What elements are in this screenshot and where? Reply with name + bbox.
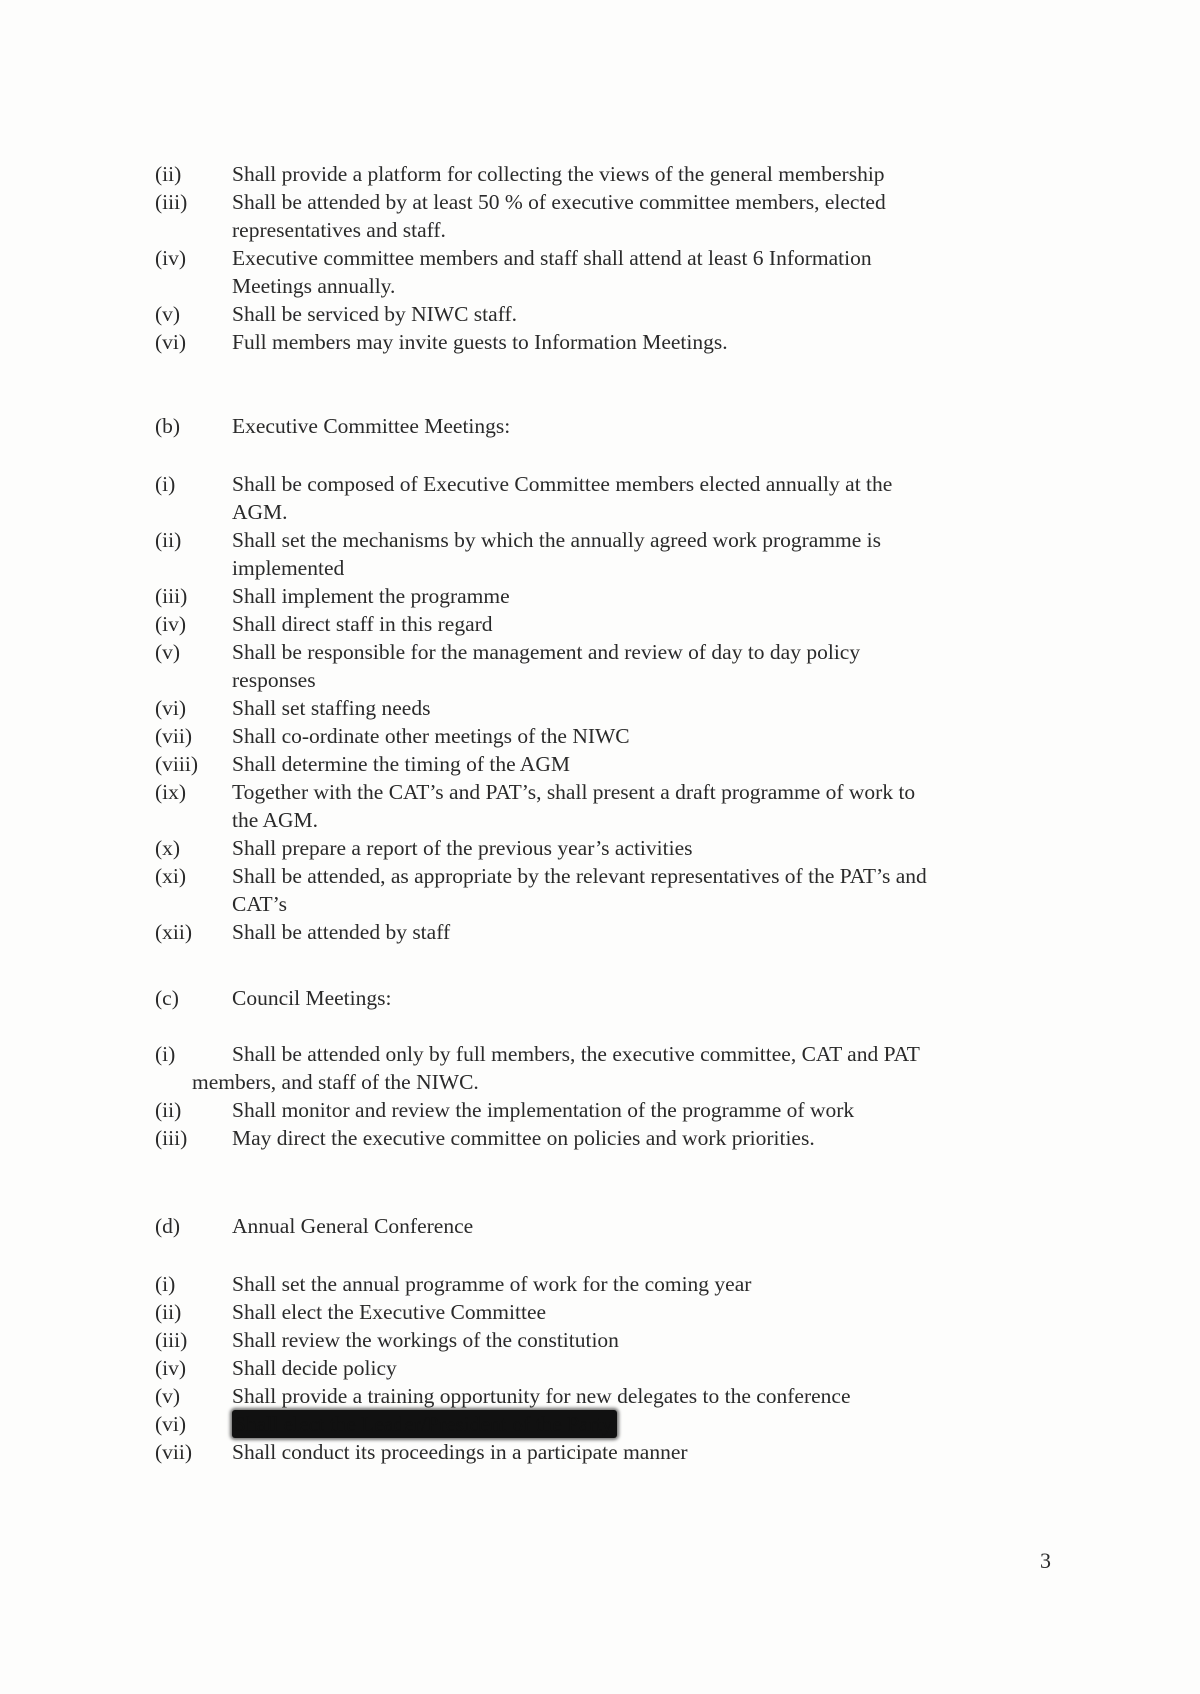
item-text: Shall prepare a report of the previous year’s activities xyxy=(232,836,693,860)
item-text: Shall implement the programme xyxy=(232,584,510,608)
item-number: (iii) xyxy=(155,584,188,608)
item-text: AGM. xyxy=(232,500,288,524)
item-text: Shall set the mechanisms by which the annually agreed work programme is xyxy=(232,528,882,552)
section-label: (b) xyxy=(155,414,181,438)
item-text: Shall be serviced by NIWC staff. xyxy=(232,302,518,326)
item-number: (iii) xyxy=(155,1328,188,1352)
item-number: (vii) xyxy=(155,724,193,748)
item-number: (iv) xyxy=(155,612,187,636)
item-number: (v) xyxy=(155,1384,181,1408)
item-number: (ii) xyxy=(155,528,182,552)
item-text: Shall set the annual programme of work for the coming year xyxy=(232,1272,752,1296)
item-number: (ii) xyxy=(155,162,182,186)
item-text: Meetings annually. xyxy=(232,274,396,298)
redacted-text: Shall elect the Leader/President of the Party xyxy=(232,1410,617,1438)
item-text: Shall be attended only by full members, the executive committee, CAT and PAT xyxy=(232,1042,920,1066)
item-number: (i) xyxy=(155,1272,176,1296)
item-text: Shall decide policy xyxy=(232,1356,397,1380)
item-text: Shall provide a platform for collecting the views of the general membership xyxy=(232,162,885,186)
item-text: Shall conduct its proceedings in a participate manner xyxy=(232,1440,688,1464)
item-text: Together with the CAT’s and PAT’s, shall present a draft programme of work to xyxy=(232,780,916,804)
item-number: (xii) xyxy=(155,920,193,944)
item-text: Full members may invite guests to Information Meetings. xyxy=(232,330,728,354)
item-text: Shall be composed of Executive Committee members elected annually at the xyxy=(232,472,893,496)
section-label: (d) xyxy=(155,1214,181,1238)
item-number: (x) xyxy=(155,836,181,860)
item-text: CAT’s xyxy=(232,892,287,916)
item-number: (i) xyxy=(155,1042,176,1066)
item-number: (ii) xyxy=(155,1300,182,1324)
item-text: May direct the executive committee on policies and work priorities. xyxy=(232,1126,815,1150)
item-text: implemented xyxy=(232,556,345,580)
item-number: (v) xyxy=(155,302,181,326)
item-text: Executive committee members and staff shall attend at least 6 Information xyxy=(232,246,872,270)
item-text: Shall set staffing needs xyxy=(232,696,431,720)
item-text: members, and staff of the NIWC. xyxy=(192,1070,479,1094)
item-number: (viii) xyxy=(155,752,198,776)
item-text: Shall elect the Executive Committee xyxy=(232,1300,547,1324)
item-number: (i) xyxy=(155,472,176,496)
section-title: Annual General Conference xyxy=(232,1214,474,1238)
section-title: Executive Committee Meetings: xyxy=(232,414,511,438)
section-label: (c) xyxy=(155,986,179,1010)
item-number: (vi) xyxy=(155,330,187,354)
item-text: Shall be attended, as appropriate by the relevant representatives of the PAT’s and xyxy=(232,864,927,888)
item-number: (ii) xyxy=(155,1098,182,1122)
item-number: (ix) xyxy=(155,780,187,804)
item-number: (iii) xyxy=(155,190,188,214)
item-number: (vii) xyxy=(155,1440,193,1464)
item-number: (iv) xyxy=(155,1356,187,1380)
item-number: (vi) xyxy=(155,1412,187,1436)
item-text: representatives and staff. xyxy=(232,218,446,242)
item-text: Shall be attended by at least 50 % of executive committee members, elected xyxy=(232,190,886,214)
item-number: (iv) xyxy=(155,246,187,270)
item-text: Shall determine the timing of the AGM xyxy=(232,752,570,776)
item-number: (xi) xyxy=(155,864,187,888)
item-number: (iii) xyxy=(155,1126,188,1150)
item-number: (vi) xyxy=(155,696,187,720)
item-text: Shall be responsible for the management and review of day to day policy xyxy=(232,640,861,664)
item-text: responses xyxy=(232,668,316,692)
page-number: 3 xyxy=(1040,1548,1051,1573)
item-text: the AGM. xyxy=(232,808,318,832)
item-number: (v) xyxy=(155,640,181,664)
item-text: Shall co-ordinate other meetings of the NIWC xyxy=(232,724,630,748)
item-text: Shall monitor and review the implementation of the programme of work xyxy=(232,1098,855,1122)
item-text: Shall be attended by staff xyxy=(232,920,451,944)
item-text: Shall direct staff in this regard xyxy=(232,612,493,636)
section-title: Council Meetings: xyxy=(232,986,392,1010)
item-text: Shall provide a training opportunity for new delegates to the conference xyxy=(232,1384,851,1408)
item-text: Shall review the workings of the constitution xyxy=(232,1328,619,1352)
